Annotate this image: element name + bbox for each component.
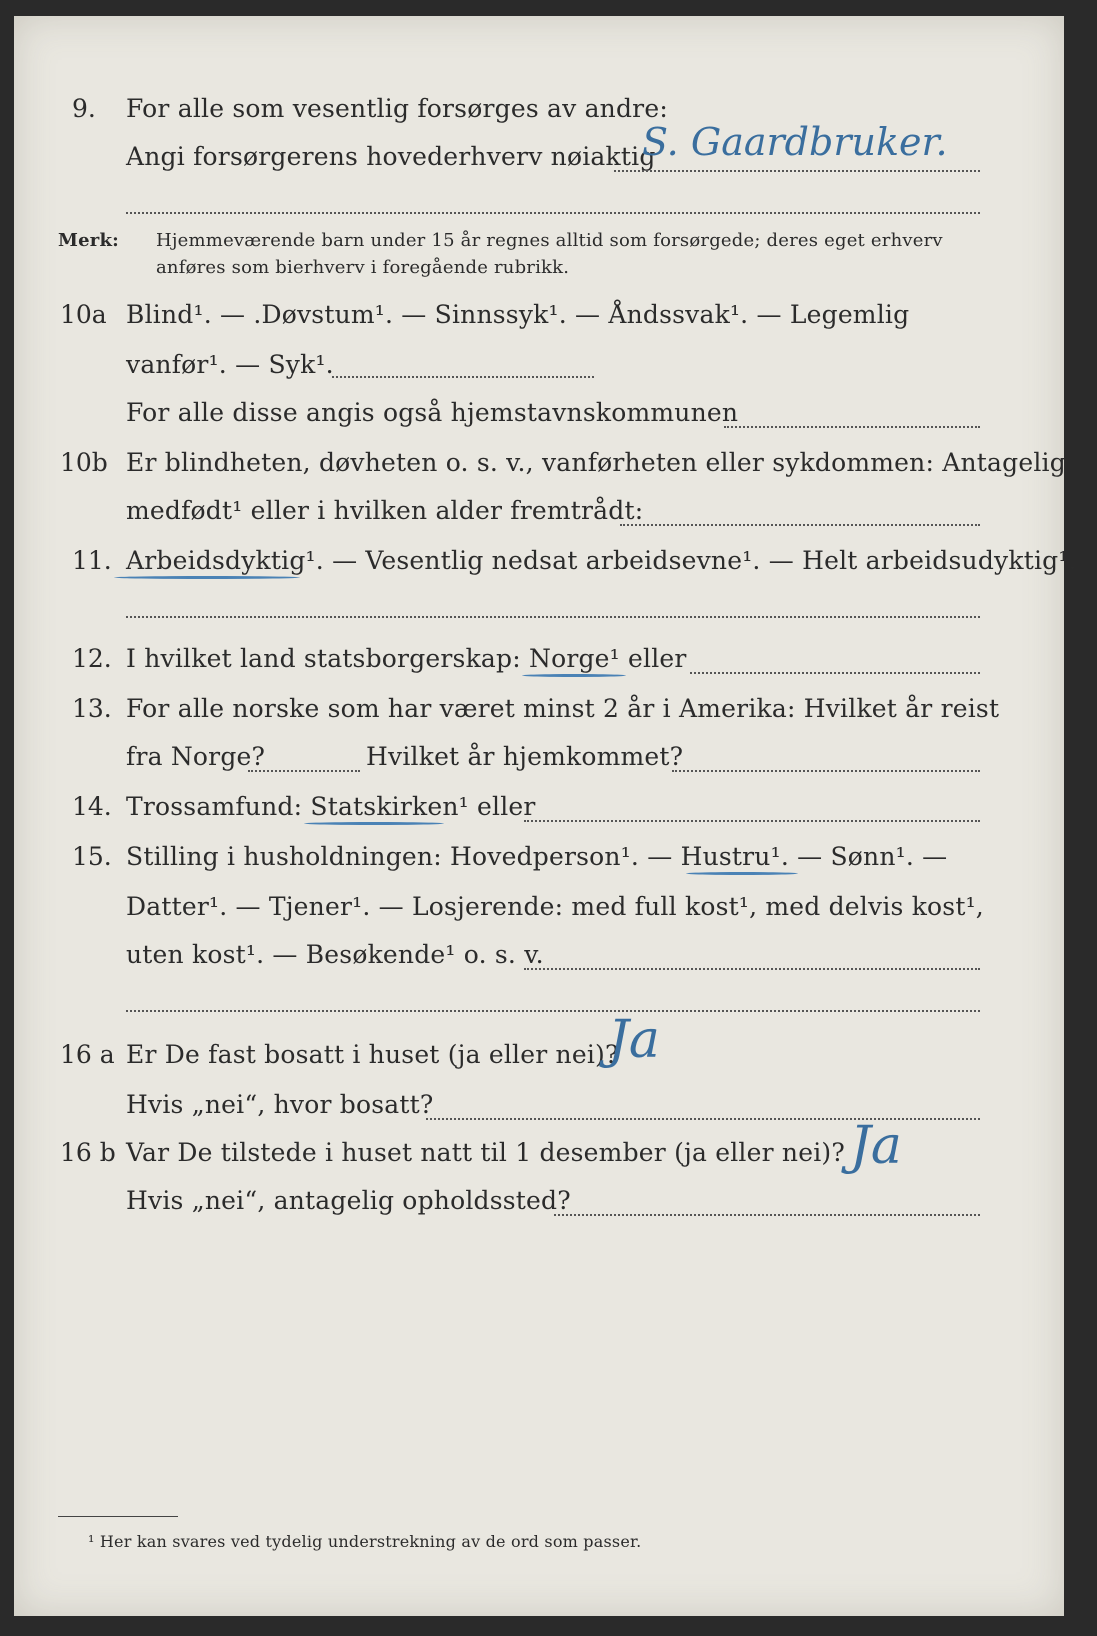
q9-extra-line (126, 212, 980, 214)
q15-line2: Datter¹. — Tjener¹. — Losjerende: med full kost¹, med delvis kost¹, (126, 892, 984, 921)
item-number-11: 11. (72, 546, 112, 575)
footnote: ¹ Her kan svares ved tydelig understrekning av de ord som passer. (88, 1532, 642, 1551)
q10a-line2: vanfør¹. — Syk¹. (126, 350, 334, 379)
q13-line2b: Hvilket år hjemkommet? (366, 742, 684, 771)
q14-line1: Trossamfund: Statskirken¹ eller (126, 792, 536, 821)
q15-line1: Stilling i husholdningen: Hovedperson¹. — Hustru¹. — Sønn¹. — (126, 842, 948, 871)
q12-answer-line (690, 672, 980, 674)
item-number-16a: 16 a (60, 1040, 115, 1069)
q13-reist-line (248, 770, 360, 772)
q9-line2: Angi forsørgerens hovederhverv nøiaktig (126, 142, 656, 171)
q16b-handwritten-answer: Ja (850, 1116, 902, 1176)
item-number-16b: 16 b (60, 1138, 116, 1167)
q11-line1: Arbeidsdyktig¹. — Vesentlig nedsat arbeidsevne¹. — Helt arbeidsudyktig¹. (126, 546, 1077, 575)
item-number-9: 9. (72, 94, 96, 123)
q10a-syk-line (332, 376, 594, 378)
item-number-12: 12. (72, 644, 112, 673)
item-number-15: 15. (72, 842, 112, 871)
item-number-10a: 10a (60, 300, 107, 329)
footnote-separator (58, 1516, 178, 1517)
q10b-answer-line (620, 524, 980, 526)
q14-underline-mark (304, 822, 444, 825)
q16b-line2: Hvis „nei“, antagelig opholdssted? (126, 1186, 571, 1215)
q16a-line2: Hvis „nei“, hvor bosatt? (126, 1090, 434, 1119)
q10b-line1: Er blindheten, døvheten o. s. v., vanførheten eller sykdommen: Antagelig (126, 448, 1066, 477)
q11-extra-line (126, 616, 980, 618)
q9-answer-line (614, 170, 980, 172)
item-number-14: 14. (72, 792, 112, 821)
q9-handwritten-answer: S. Gaardbruker. (642, 120, 948, 164)
q12-underline-mark (522, 674, 626, 677)
q9-line1: For alle som vesentlig forsørges av andre: (126, 94, 668, 123)
q12-line1: I hvilket land statsborgerskap: Norge¹ eller (126, 644, 687, 673)
q13-hjemkommet-line (672, 770, 980, 772)
q16a-line1: Er De fast bosatt i huset (ja eller nei)? (126, 1040, 619, 1069)
q10a-line3: For alle disse angis også hjemstavnskommunen (126, 398, 739, 427)
q14-answer-line (524, 820, 980, 822)
merk-line2: anføres som bierhverv i foregående rubrikk. (156, 257, 570, 278)
q15-extra-line (126, 1010, 980, 1012)
q10a-line1: Blind¹. — .Døvstum¹. — Sinnssyk¹. — Åndssvak¹. — Legemlig (126, 300, 910, 329)
merk-label: Merk: (58, 230, 119, 251)
q10b-line2: medfødt¹ eller i hvilken alder fremtrådt: (126, 496, 644, 525)
q16a-handwritten-answer: Ja (608, 1010, 660, 1070)
q13-line2a: fra Norge? (126, 742, 266, 771)
q16b-answer-line (554, 1214, 980, 1216)
q15-line3: uten kost¹. — Besøkende¹ o. s. v. (126, 940, 544, 969)
item-number-13: 13. (72, 694, 112, 723)
q16b-line1: Var De tilstede i huset natt til 1 desember (ja eller nei)? (126, 1138, 845, 1167)
census-form-page (14, 16, 1077, 1616)
q15-underline-mark (686, 872, 798, 875)
q13-line1: For alle norske som har været minst 2 år i Amerika: Hvilket år reist (126, 694, 1000, 723)
q10a-kommune-line (724, 426, 980, 428)
q15-answer-line (524, 968, 980, 970)
q11-underline-mark (114, 576, 300, 579)
merk-line1: Hjemmeværende barn under 15 år regnes alltid som forsørgede; deres eget erhverv (156, 230, 943, 251)
item-number-10b: 10b (60, 448, 108, 477)
